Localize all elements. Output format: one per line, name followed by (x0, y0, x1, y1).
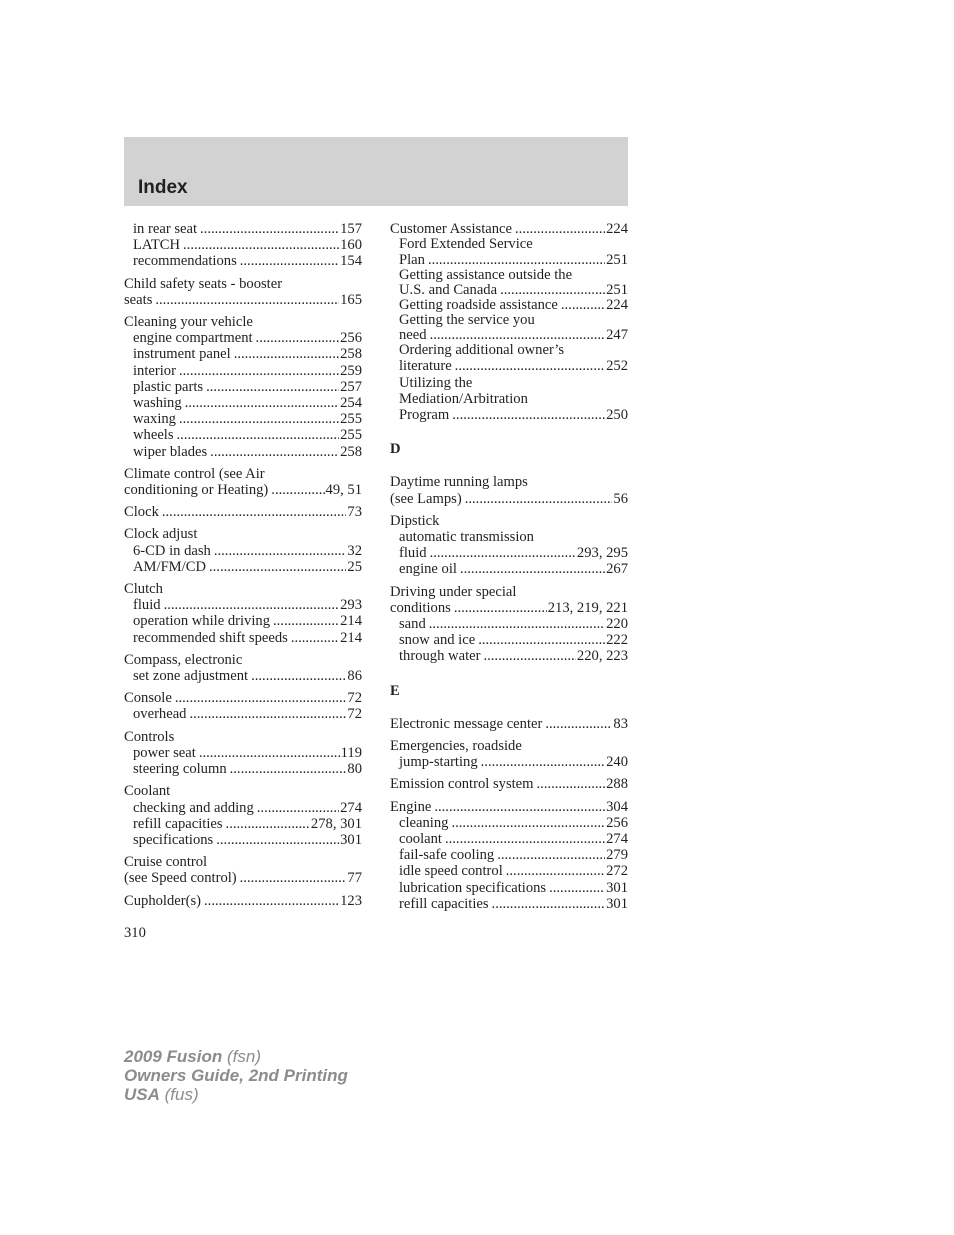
entry-page-ref: 224 (606, 221, 628, 237)
index-subentry (124, 379, 362, 395)
index-subentry (124, 346, 362, 362)
index-subentry (390, 375, 628, 391)
dot-leader (428, 252, 605, 268)
index-entry (124, 581, 362, 597)
entry-text: engine oil (399, 561, 457, 578)
entry-text: seats (124, 291, 153, 308)
dot-leader (561, 298, 605, 313)
entry-text: conditions (390, 599, 451, 616)
index-subentry (124, 330, 362, 346)
entry-text: engine compartment (133, 330, 253, 347)
dot-leader (175, 690, 347, 706)
dot-leader (506, 863, 605, 879)
index-entry (390, 600, 628, 616)
entry-page-ref: 304 (606, 798, 628, 815)
entry-text: washing (133, 395, 182, 412)
entry-text: recommendations (133, 253, 237, 270)
index-subentry (124, 221, 362, 237)
entry-page-ref: 214 (340, 629, 362, 646)
entry-text: power seat (133, 744, 196, 761)
entry-text: Mediation/Arbitration (399, 390, 528, 407)
dot-leader (291, 630, 339, 646)
index-column-right (390, 221, 628, 912)
entry-page-ref: 255 (340, 411, 362, 428)
entry-text: Ford Extended Service (399, 236, 533, 253)
dot-leader (549, 880, 605, 896)
index-subentry (124, 761, 362, 777)
index-entry (124, 314, 362, 330)
entry-text: Compass, electronic (124, 651, 243, 668)
index-subentry (124, 363, 362, 379)
index-column-left (124, 221, 362, 909)
entry-text: Emergencies, roadside (390, 738, 522, 755)
entry-text: steering column (133, 761, 227, 778)
entry-text: Driving under special (390, 583, 517, 600)
dot-leader (179, 363, 339, 379)
entry-page-ref: 165 (340, 291, 362, 308)
footer-guide: Owners Guide, 2nd Printing (124, 1066, 348, 1085)
index-subentry (390, 880, 628, 896)
index-subentry (390, 252, 628, 268)
dot-leader (271, 482, 324, 498)
entry-page-ref: 301 (606, 879, 628, 896)
entry-page-ref: 49, 51 (325, 482, 362, 499)
dot-leader (257, 800, 339, 816)
index-subentry (390, 313, 628, 328)
index-subentry (124, 543, 362, 559)
dot-leader (256, 330, 340, 346)
index-subentry (390, 863, 628, 879)
dot-leader (179, 411, 339, 427)
entry-text: interior (133, 362, 176, 379)
dot-leader (545, 716, 612, 732)
dot-leader (214, 543, 347, 559)
entry-page-ref: 240 (606, 754, 628, 771)
entry-text: snow and ice (399, 632, 476, 649)
dot-leader (164, 597, 340, 613)
entry-text: 6-CD in dash (133, 542, 211, 559)
index-subentry (124, 800, 362, 816)
entry-text: Ordering additional owner’s (399, 342, 565, 359)
dot-leader (455, 358, 605, 374)
entry-page-ref: 255 (340, 427, 362, 444)
entry-text: fail-safe cooling (399, 847, 495, 864)
entry-text: Program (399, 407, 450, 424)
entry-page-ref: 123 (340, 892, 362, 909)
entry-page-ref: 154 (340, 253, 362, 270)
index-subentry (390, 237, 628, 252)
entry-page-ref: 220, 223 (576, 648, 628, 665)
entry-page-ref: 214 (340, 613, 362, 630)
index-entry (124, 729, 362, 745)
index-entry (124, 783, 362, 799)
dot-leader (460, 561, 605, 577)
entry-page-ref: 56 (613, 490, 628, 507)
entry-text: Electronic message center (390, 715, 543, 732)
index-subentry (390, 561, 628, 577)
dot-leader (251, 668, 346, 684)
entry-text: overhead (133, 706, 187, 723)
entry-page-ref: 86 (347, 668, 362, 685)
entry-text: Controls (124, 728, 175, 745)
index-subentry (390, 298, 628, 313)
entry-text: refill capacities (133, 815, 223, 832)
footer-model: 2009 Fusion (124, 1047, 223, 1066)
index-subentry (124, 668, 362, 684)
index-entry (124, 276, 362, 292)
entry-page-ref: 224 (606, 297, 628, 314)
dot-leader (206, 379, 339, 395)
index-subentry (124, 816, 362, 832)
entry-text: Getting the service you (399, 312, 535, 329)
entry-text: (see Lamps) (390, 490, 462, 507)
page-number: 310 (124, 925, 146, 941)
dot-leader (430, 545, 576, 561)
index-subentry (124, 706, 362, 722)
index-entry (390, 716, 628, 732)
dot-leader (210, 444, 339, 460)
dot-leader (185, 395, 339, 411)
index-entry (124, 292, 362, 308)
entry-text: AM/FM/CD (133, 558, 206, 575)
dot-leader (430, 328, 606, 343)
entry-page-ref: 220 (606, 616, 628, 633)
entry-page-ref: 254 (340, 395, 362, 412)
index-entry (124, 870, 362, 886)
index-subentry (390, 896, 628, 912)
entry-text: coolant (399, 831, 442, 848)
entry-page-ref: 301 (606, 895, 628, 912)
entry-text: checking and adding (133, 799, 254, 816)
entry-text: Console (124, 690, 172, 707)
index-entry (124, 652, 362, 668)
entry-text: in rear seat (133, 221, 198, 237)
index-subentry (390, 648, 628, 664)
entry-text: automatic transmission (399, 529, 534, 546)
index-subentry (390, 391, 628, 407)
dot-leader (162, 504, 347, 520)
index-subentry (390, 545, 628, 561)
index-subentry (124, 237, 362, 253)
index-subentry (390, 268, 628, 283)
index-entry (390, 738, 628, 754)
entry-text: lubrication specifications (399, 879, 547, 896)
index-entry (124, 690, 362, 706)
index-subentry (390, 632, 628, 648)
entry-text: LATCH (133, 237, 181, 254)
index-entry (124, 854, 362, 870)
dot-leader (189, 706, 346, 722)
entry-page-ref: 251 (606, 252, 628, 269)
entry-text: Plan (399, 252, 425, 269)
dot-leader (483, 648, 575, 664)
footer-market-code: (fus) (164, 1085, 199, 1104)
entry-page-ref: 258 (340, 346, 362, 363)
index-entry (124, 526, 362, 542)
entry-text: specifications (133, 831, 214, 848)
document-footer (124, 1047, 348, 1104)
entry-page-ref: 72 (347, 690, 362, 707)
entry-page-ref: 252 (606, 358, 628, 375)
dot-leader (492, 896, 606, 912)
entry-text: Daytime running lamps (390, 474, 528, 491)
entry-text: cleaning (399, 814, 449, 831)
entry-page-ref: 25 (347, 558, 362, 575)
index-subentry (390, 343, 628, 358)
index-subentry (390, 358, 628, 374)
dot-leader (537, 776, 606, 792)
entry-page-ref: 247 (606, 327, 628, 344)
entry-text: Clutch (124, 581, 163, 598)
index-subentry (390, 283, 628, 298)
index-subentry (390, 847, 628, 863)
dot-leader (500, 283, 605, 298)
entry-page-ref: 258 (340, 443, 362, 460)
entry-page-ref: 77 (347, 870, 362, 887)
entry-text: Child safety seats - booster (124, 275, 283, 292)
index-entry (390, 584, 628, 600)
footer-line-1 (124, 1047, 348, 1066)
entry-page-ref: 293, 295 (576, 545, 628, 562)
entry-page-ref: 256 (340, 330, 362, 347)
entry-text: literature (399, 358, 452, 375)
index-entry (124, 482, 362, 498)
dot-leader (230, 761, 347, 777)
entry-text: idle speed control (399, 863, 503, 880)
entry-text: wiper blades (133, 443, 208, 460)
entry-text: Emission control system (390, 776, 534, 793)
dot-leader (240, 870, 347, 886)
footer-model-code: (fsn) (227, 1047, 261, 1066)
entry-text: Cruise control (124, 854, 208, 871)
index-subentry (124, 411, 362, 427)
footer-line-2 (124, 1066, 348, 1085)
index-subentry (390, 815, 628, 831)
entry-text: recommended shift speeds (133, 629, 288, 646)
entry-text: Cupholder(s) (124, 892, 202, 909)
entry-page-ref: 274 (340, 799, 362, 816)
entry-text: jump-starting (399, 754, 478, 771)
index-entry (124, 504, 362, 520)
dot-leader (445, 831, 605, 847)
entry-text: Getting roadside assistance (399, 297, 558, 314)
dot-leader (177, 427, 340, 443)
dot-leader (429, 616, 605, 632)
entry-page-ref: 279 (606, 847, 628, 864)
dot-leader (465, 491, 613, 507)
entry-page-ref: 288 (606, 776, 628, 793)
index-subentry (390, 328, 628, 343)
entry-page-ref: 80 (347, 761, 362, 778)
index-subentry (390, 529, 628, 545)
entry-page-ref: 160 (340, 237, 362, 254)
entry-text: instrument panel (133, 346, 231, 363)
index-subentry (124, 630, 362, 646)
entry-page-ref: 274 (606, 831, 628, 848)
footer-market: USA (124, 1085, 160, 1104)
dot-leader (497, 847, 605, 863)
entry-page-ref: 272 (606, 863, 628, 880)
entry-text: Cleaning your vehicle (124, 314, 253, 331)
index-entry (390, 474, 628, 490)
entry-text: set zone adjustment (133, 668, 249, 685)
entry-page-ref: 32 (347, 542, 362, 559)
index-subentry (124, 832, 362, 848)
entry-page-ref: 293 (340, 597, 362, 614)
entry-page-ref: 119 (340, 744, 362, 761)
dot-leader (199, 745, 340, 761)
entry-text: Getting assistance outside the (399, 267, 573, 284)
dot-leader (234, 346, 339, 362)
entry-text: (see Speed control) (124, 870, 237, 887)
entry-text: refill capacities (399, 895, 489, 912)
entry-page-ref: 259 (340, 362, 362, 379)
entry-text: through water (399, 648, 481, 665)
entry-page-ref: 257 (340, 378, 362, 395)
entry-page-ref: 250 (606, 407, 628, 424)
dot-leader (183, 237, 339, 253)
footer-line-3 (124, 1085, 348, 1104)
entry-text: fluid (133, 597, 161, 614)
index-entry (124, 893, 362, 909)
index-subentry (390, 407, 628, 423)
entry-text: Climate control (see Air (124, 465, 265, 482)
dot-leader (216, 832, 339, 848)
entry-text: Dipstick (390, 512, 440, 529)
entry-page-ref: 157 (340, 221, 362, 237)
entry-page-ref: 278, 301 (310, 815, 362, 832)
entry-page-ref: 267 (606, 561, 628, 578)
index-subentry (124, 253, 362, 269)
entry-text: conditioning or Heating) (124, 482, 269, 499)
index-subentry (124, 559, 362, 575)
index-subentry (124, 597, 362, 613)
dot-leader (515, 221, 605, 237)
page-title: Index (138, 177, 188, 198)
dot-leader (204, 893, 339, 909)
entry-text: Engine (390, 798, 432, 815)
entry-text: sand (399, 616, 426, 633)
entry-text: waxing (133, 411, 176, 428)
entry-page-ref: 213, 219, 221 (547, 599, 628, 616)
dot-leader (452, 407, 605, 423)
entry-text: U.S. and Canada (399, 282, 498, 299)
index-subentry (124, 395, 362, 411)
entry-page-ref: 83 (613, 715, 628, 732)
dot-leader (209, 559, 346, 575)
entry-page-ref: 72 (347, 706, 362, 723)
index-entry (390, 513, 628, 529)
section-letter: D (390, 441, 401, 458)
dot-leader (273, 613, 339, 629)
entry-text: wheels (133, 427, 174, 444)
index-subentry (124, 745, 362, 761)
dot-leader (478, 632, 605, 648)
index-subentry (390, 754, 628, 770)
entry-page-ref: 256 (606, 814, 628, 831)
dot-leader (200, 221, 339, 237)
entry-text: operation while driving (133, 613, 270, 630)
entry-page-ref: 222 (606, 632, 628, 649)
index-entry (390, 799, 628, 815)
entry-text: Coolant (124, 783, 171, 800)
entry-text: fluid (399, 545, 427, 562)
dot-leader (226, 816, 310, 832)
entry-page-ref: 73 (347, 504, 362, 521)
index-entry (124, 466, 362, 482)
index-subentry (124, 444, 362, 460)
entry-text: Utilizing the (399, 374, 473, 391)
index-subentry (124, 427, 362, 443)
index-subentry (390, 616, 628, 632)
dot-leader (454, 600, 547, 616)
entry-text: Clock (124, 504, 159, 521)
dot-leader (481, 754, 605, 770)
dot-leader (434, 799, 605, 815)
section-letter: E (390, 682, 400, 699)
dot-leader (155, 292, 339, 308)
index-subentry (124, 613, 362, 629)
entry-text: plastic parts (133, 378, 204, 395)
entry-page-ref: 301 (340, 831, 362, 848)
index-entry (390, 491, 628, 507)
index-header-band (124, 137, 628, 206)
entry-text: Clock adjust (124, 526, 198, 543)
index-subentry (390, 831, 628, 847)
dot-leader (240, 253, 339, 269)
dot-leader (451, 815, 605, 831)
index-entry (390, 776, 628, 792)
entry-text: Customer Assistance (390, 221, 513, 237)
entry-page-ref: 251 (606, 282, 628, 299)
entry-text: need (399, 327, 427, 344)
index-entry (390, 221, 628, 237)
